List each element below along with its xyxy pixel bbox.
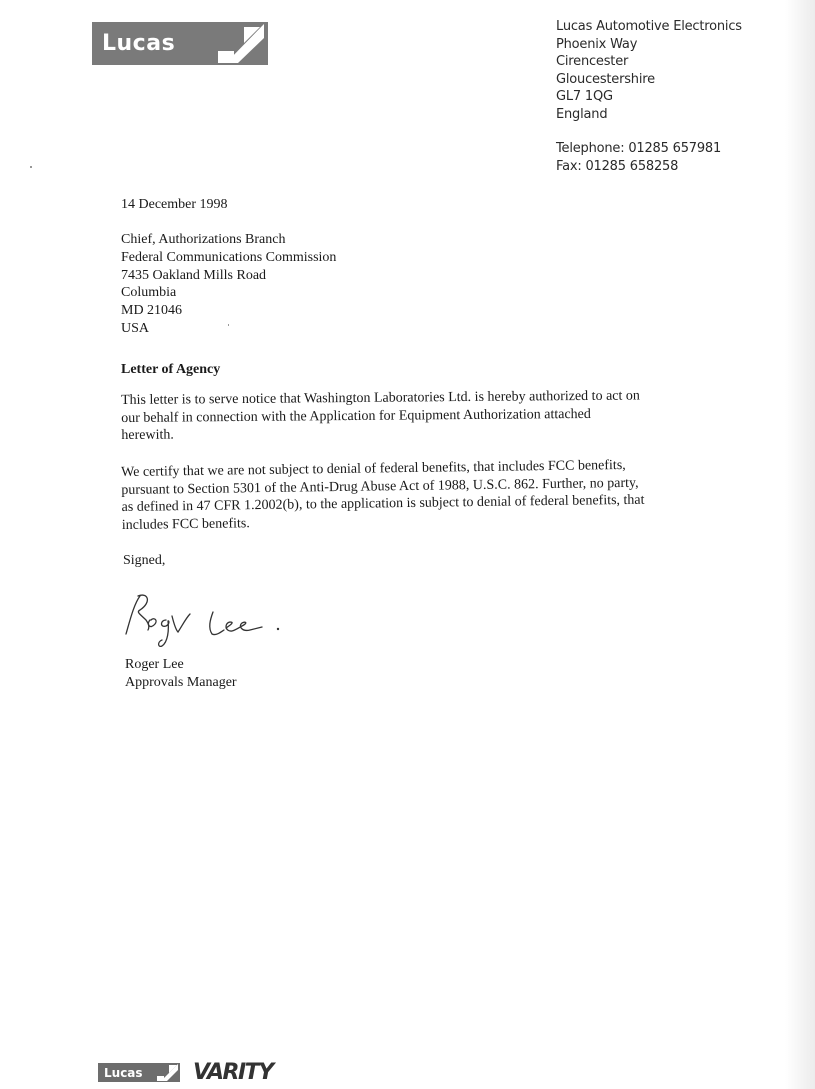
- lucas-arrow-mark-icon: [204, 24, 264, 63]
- recipient-line: Chief, Authorizations Branch: [121, 232, 286, 247]
- recipient-line: Federal Communications Commission: [121, 249, 337, 265]
- footer-lucas-logo: [98, 1063, 180, 1082]
- paragraph-line: includes FCC benefits.: [121, 515, 250, 533]
- signer-title: Approvals Manager: [125, 675, 237, 690]
- paragraph-line: pursuant to Section 5301 of the Anti-Drug Abuse Act of 1988, U.S.C. 862. Further, no party,: [121, 475, 639, 498]
- letter-date: 14 December 1998: [121, 197, 228, 212]
- footer-varity-logo: VARITY: [193, 1060, 273, 1085]
- footer-lucas-text: Lucas: [104, 1065, 143, 1080]
- company-fax: Fax: 01285 658258: [556, 158, 679, 174]
- recipient-line: Columbia: [121, 285, 177, 301]
- company-line: Cirencester: [556, 54, 629, 69]
- body-paragraph-2: [121, 456, 692, 534]
- company-line: Lucas Automotive Electronics: [556, 19, 742, 34]
- paragraph-line: This letter is to serve notice that Washington Laboratories Ltd. is hereby authorized to act on: [121, 388, 640, 408]
- lucas-logo-text: Lucas: [102, 31, 176, 56]
- handwritten-signature: [118, 590, 293, 650]
- paragraph-line: our behalf in connection with the Application for Equipment Authorization attached: [121, 406, 591, 426]
- letter-subject: Letter of Agency: [121, 362, 221, 377]
- company-telephone: Telephone: 01285 657981: [556, 141, 722, 156]
- footer-lucas-arrow-icon: [152, 1064, 178, 1081]
- recipient-address: [121, 231, 336, 338]
- company-line: GL7 1QG: [556, 89, 613, 104]
- company-line: Phoenix Way: [556, 36, 638, 52]
- closing: Signed,: [123, 553, 166, 568]
- lucas-logo: [92, 22, 268, 65]
- company-address: [556, 18, 742, 175]
- recipient-line: USA: [121, 320, 150, 336]
- recipient-line: MD 21046: [121, 303, 183, 319]
- scan-edge-shadow: [785, 0, 815, 1089]
- paragraph-line: herewith.: [121, 427, 174, 443]
- recipient-line: 7435 Oakland Mills Road: [121, 267, 267, 283]
- company-line: England: [556, 106, 608, 122]
- paragraph-line: We certify that we are not subject to denial of federal benefits, that includes FCC benefits,: [121, 457, 626, 480]
- company-line: Gloucestershire: [556, 71, 655, 87]
- signer-block: [125, 656, 237, 692]
- signer-name: Roger Lee: [125, 657, 184, 672]
- body-paragraph-1: [121, 387, 691, 444]
- paragraph-line: as defined in 47 CFR 1.2002(b), to the application is subject to denial of federal benefits, that: [121, 492, 645, 515]
- scan-speck: [30, 166, 32, 168]
